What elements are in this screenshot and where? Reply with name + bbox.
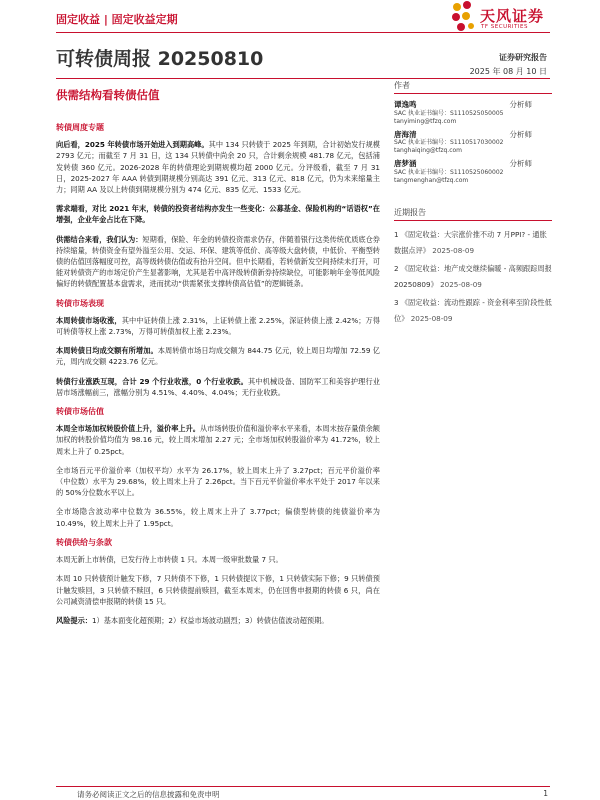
report-category: 固定收益 | 固定收益定期 xyxy=(56,13,178,26)
analyst-card xyxy=(394,130,552,156)
section-heading: 转债市场估值 xyxy=(56,407,104,417)
recent-report-title[interactable]: 3 《固定收益：流动性跟踪 - 资金利率至阶段性低位》 xyxy=(394,297,552,323)
authors-heading: 作者 xyxy=(394,80,552,94)
section-heading: 转债供给与条款 xyxy=(56,537,112,547)
analyst-certificate: SAC 执业证书编号：S1110525050005 xyxy=(394,109,504,117)
paragraph-lead: 本周全市场加权转股价值上升，溢价率上升。 xyxy=(56,424,200,434)
recent-reports-heading: 近期报告 xyxy=(394,207,552,221)
paragraph-body: 其中机械设备、国防军工和美容护理行业居市场涨幅前三，涨幅分别为 4.51%、4.40%、4.04%；无行业收跌。 xyxy=(56,376,380,397)
recent-report-date: 2025-08-09 xyxy=(432,245,475,255)
analyst-name: 唐海清 xyxy=(394,129,417,139)
analyst-email[interactable]: tanghaiqing@tfzq.com xyxy=(394,147,463,154)
paragraph-lead: 需求端看，对比 2021 年末，转债的投资者结构亦发生一些变化：公募基金、保险机构的“话语权”在增强，企业年金占比在下降。 xyxy=(56,204,380,225)
paragraph-body: 1）基本面变化超预期；2）权益市场波动剧烈；3）转债估值波动超预期。 xyxy=(91,615,329,625)
logo-text: 天风证券 xyxy=(480,7,545,25)
page-title: 可转债周报 20250810 xyxy=(56,48,264,70)
paragraph-body: 其中中证转债上涨 2.31%，上证转债上涨 2.25%，深证转债上涨 2.42%；万得可转债等权上涨 2.73%，万得可转债加权上涨 2.23%。 xyxy=(56,315,380,337)
paragraph-lead: 风险提示： xyxy=(56,615,92,625)
report-type: 证券研究报告 xyxy=(499,53,547,62)
logo-subtext: TF SECURITIES xyxy=(481,24,528,30)
footer-divider xyxy=(56,786,550,787)
paragraph xyxy=(56,234,380,290)
analyst-name: 唐梦涵 xyxy=(394,159,417,168)
paragraph-body: 从市场转股价值和溢价率水平来看，本周末按存量债余额加权的转股价值均值为 98.16 元，较上周末增加 2.27 元；全市场加权转股溢价率为 41.72%，较上周末上升了 0.25pct。 xyxy=(56,424,380,456)
paragraph xyxy=(56,203,380,225)
paragraph-lead: 供需结合来看，我们认为： xyxy=(56,234,143,244)
company-logo xyxy=(450,0,560,36)
logo-mark-icon xyxy=(450,0,476,34)
paragraph xyxy=(56,315,380,337)
paragraph xyxy=(56,376,380,398)
paragraph-lead: 本周转债日均成交额有所增加。 xyxy=(56,346,158,356)
paragraph: 全市场百元平价溢价率（加权平均）水平为 26.17%，较上周末上升了 3.27pct；百元平价溢价率（中位数）水平为 29.68%，较上周末上升了 2.26pct。当下百元平价溢价率水平处于 2017 年以来的 50%分位数水平以上。 xyxy=(56,465,380,498)
analyst-role: 分析师 xyxy=(509,100,532,109)
section-heading: 转债市场表现 xyxy=(56,298,104,308)
paragraph-body: 其中 134 只转债于 2025 年到期，合计初始发行规模 2793 亿元；而截至 7 月 31 日，这 134 只转债中尚余 20 只，合计剩余规模 481.78 亿元，包括浦发转债 360 亿元。2026-2028 年的转债理论到期规模均超 2000 亿元。分评级看，截至 7 月 31 日，2025-2027 年 AAA 转债到期规模分别高达 391 亿元、313 亿元、818 亿元，仍为未来缩量主力；同期 AA 及以上转债到期规模分别为 474 亿元、835 亿元、1533 亿元。 xyxy=(56,140,380,195)
analyst-email[interactable]: tanyiming@tfzq.com xyxy=(394,117,457,125)
analyst-email[interactable]: tangmenghan@tfzq.com xyxy=(394,176,469,184)
paragraph-lead: 本周转债市场收涨， xyxy=(56,315,122,325)
paragraph-body: 短期看，保险、年金的转债投资需求仍存，伴随着银行这类传统优质底仓券持续缩量，转债资金有望外溢至公用、交运、环保、建筑等低价、高等级大盘转债，中低价、平衡型转债的估值回落幅度可控，高等级转债估值或有抬升空间。但中长期看，若转债新发空间持续未打开，可能对转债资产的市场定价产生显著影响，尤其是若中高评级转债新券持续缺位，可能影响年金等低风险偏好的转债配置基本盘需求，进而扰动“供需紧张支撑转债高估值”的逻辑链条。 xyxy=(56,234,380,289)
recent-report-title[interactable]: 1 《固定收益：大宗涨价推不动 7 月PPI? - 通胀数据点评》 xyxy=(394,229,547,255)
paragraph xyxy=(56,345,380,367)
paragraph: 本周无新上市转债，已发行待上市转债 1 只。本周一级审批数量 7 只。 xyxy=(56,555,283,565)
analyst-certificate: SAC 执业证书编号：S1110517030002 xyxy=(394,139,504,146)
paragraph-lead: 转债行业涨跌互现，合计 29 个行业收涨，0 个行业收跌。 xyxy=(56,376,248,386)
recent-report-link[interactable] xyxy=(394,261,552,293)
analyst-name: 谭逸鸣 xyxy=(394,100,417,109)
report-date: 2025 年 08 月 10 日 xyxy=(469,67,547,76)
analyst-card xyxy=(394,100,552,126)
analyst-role: 分析师 xyxy=(509,159,532,168)
analyst-role: 分析师 xyxy=(509,129,532,139)
paragraph: 全市场隐含波动率中位数为 36.55%，较上周末上升了 3.77pct；偏债型转债的纯债溢价率为 10.49%，较上周末上升了 1.95pct。 xyxy=(56,507,380,528)
report-subtitle: 供需结构看转债估值 xyxy=(56,88,160,102)
recent-report-link[interactable] xyxy=(394,295,552,327)
recent-report-title[interactable]: 2 《固定收益：地产成交继续偏暖 - 高频跟踪周报 20250809》 xyxy=(394,263,552,289)
section-heading: 转债周度专题 xyxy=(56,123,104,132)
paragraph-body: 本周转债市场日均成交额为 844.75 亿元，较上周日均增加 72.59 亿元，周内成交额 4223.76 亿元。 xyxy=(56,346,380,367)
sidebar xyxy=(394,80,552,329)
paragraph: 本周 10 只转债预计触发下修，7 只转债不下修，1 只转债提议下修，1 只转债实际下修；9 只转债预计触发赎回，3 只转债不赎回，6 只转债提前赎回，截至本周末，仍在回售申报期的转债 6 只，尚在公司减资清偿申报期的转债 15 只。 xyxy=(56,574,380,606)
paragraph xyxy=(56,615,380,626)
header-divider xyxy=(56,32,550,33)
analyst-card xyxy=(394,159,552,185)
paragraph xyxy=(56,423,380,457)
recent-report-date: 2025-08-09 xyxy=(410,313,453,323)
paragraph-lead: 向后看，2025 年转债市场开始进入到期高峰。 xyxy=(56,140,209,150)
analyst-certificate: SAC 执业证书编号：S1110525060002 xyxy=(394,168,504,176)
page-number: 1 xyxy=(543,789,548,798)
title-divider xyxy=(56,78,550,79)
main-content xyxy=(56,120,380,634)
footer-disclaimer: 请务必阅读正文之后的信息披露和免责申明 xyxy=(77,790,220,799)
recent-report-date: 2025-08-09 xyxy=(440,279,482,289)
recent-report-link[interactable] xyxy=(394,227,552,259)
paragraph xyxy=(56,139,380,195)
